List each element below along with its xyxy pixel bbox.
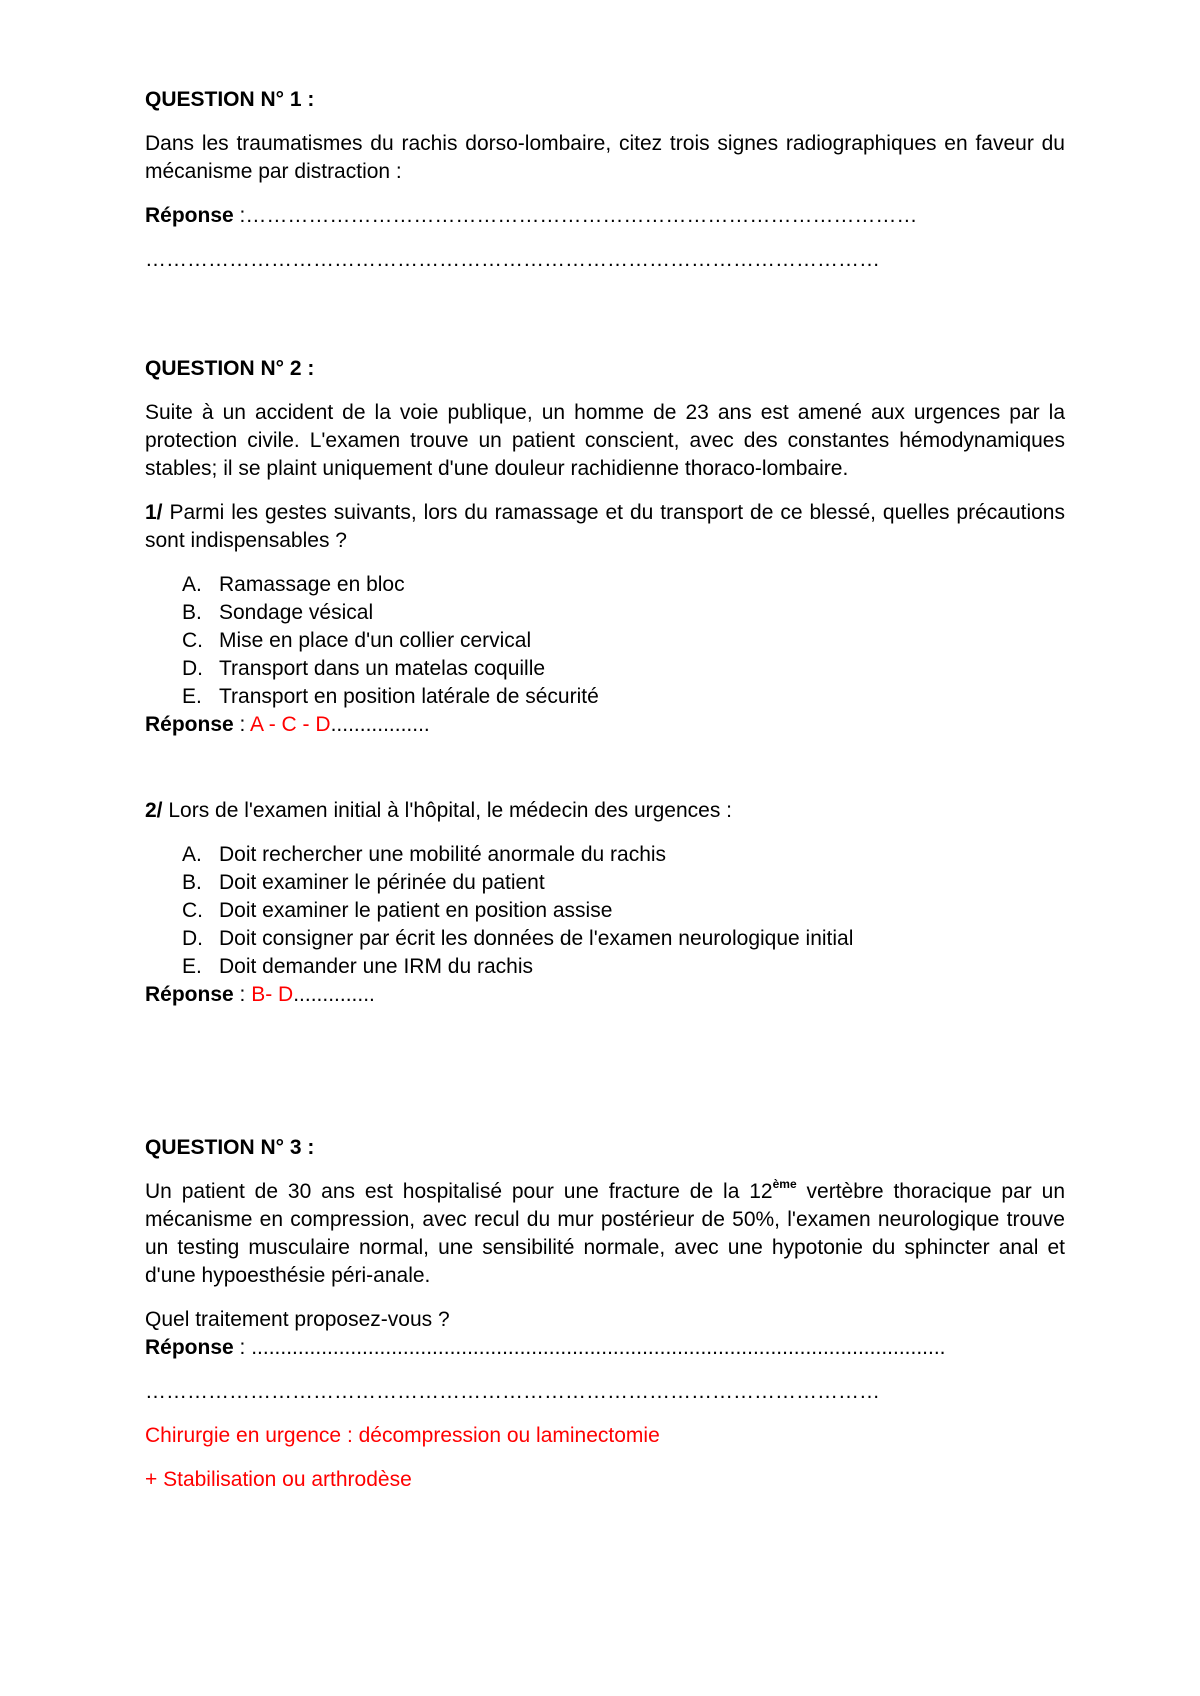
option-a: A. Doit rechercher une mobilité anormale du rachis bbox=[182, 843, 667, 866]
question-1 bbox=[145, 86, 1065, 274]
question-3-prompt: Quel traitement proposez-vous ? bbox=[145, 1308, 450, 1331]
answer-label: Réponse bbox=[145, 983, 234, 1006]
correction-line-2: + Stabilisation ou arthrodèse bbox=[145, 1468, 412, 1491]
question-1-text: Dans les traumatismes du rachis dorso-lombaire, citez trois signes radiographiques en faveur du mécanisme par distraction : bbox=[145, 132, 1065, 183]
sub-question-2-text: Lors de l'examen initial à l'hôpital, le médecin des urgences : bbox=[162, 799, 733, 822]
sub-question-1-answer: Réponse : A - C - D................. bbox=[145, 713, 430, 736]
answer-value: B- D bbox=[251, 983, 294, 1006]
question-2 bbox=[145, 355, 1065, 1009]
question-2-text: Suite à un accident de la voie publique, un homme de 23 ans est amené aux urgences par la protection civile. L'examen trouve un patient conscient, avec des constantes hémodynamiques stables; il se plaint uniquement d'une douleur rachidienne thoraco-lombaire. bbox=[145, 401, 1065, 480]
sub-question-1-options bbox=[145, 571, 1065, 711]
answer-label: Réponse bbox=[145, 1336, 234, 1359]
option-b: B. Doit examiner le périnée du patient bbox=[182, 871, 545, 894]
sub-question-1 bbox=[145, 499, 1065, 555]
option-d: D. Transport dans un matelas coquille bbox=[182, 657, 546, 680]
question-3-text: Un patient de 30 ans est hospitalisé pour une fracture de la 12ème vertèbre thoracique par un mécanisme en compression, avec recul du mur postérieur de 50%, l'examen neurologique trouve un testing musculaire normal, une sensibilité normale, avec une hypotonie du sphincter anal et d'une hypoesthésie péri-anale. bbox=[145, 1177, 1065, 1287]
question-3-answer: Réponse : ....................................................................................................................... bbox=[145, 1336, 946, 1359]
question-3-answer-line-2: …………………………………………………………………………………………… bbox=[145, 1380, 880, 1403]
answer-line: :…………………………………………………………………………………… bbox=[233, 204, 918, 227]
sub-question-1-number: 1/ bbox=[145, 501, 163, 524]
option-c: C. Mise en place d'un collier cervical bbox=[182, 629, 532, 652]
sub-question-1-text: Parmi les gestes suivants, lors du ramassage et du transport de ce blessé, quelles précautions sont indispensables ? bbox=[145, 501, 1065, 552]
option-c: C. Doit examiner le patient en position assise bbox=[182, 899, 613, 922]
option-a: A. Ramassage en bloc bbox=[182, 573, 405, 596]
sub-question-2-number: 2/ bbox=[145, 799, 163, 822]
answer-label: Réponse bbox=[145, 204, 234, 227]
answer-value: A - C - D bbox=[250, 713, 331, 736]
option-e: E. Transport en position latérale de sécurité bbox=[182, 685, 599, 708]
question-3 bbox=[145, 1134, 1065, 1494]
sub-question-2-options bbox=[145, 841, 1065, 981]
question-1-title: QUESTION N° 1 : bbox=[145, 88, 315, 111]
question-1-answer bbox=[145, 202, 1065, 230]
answer-label: Réponse bbox=[145, 713, 234, 736]
question-2-title: QUESTION N° 2 : bbox=[145, 357, 315, 380]
option-d: D. Doit consigner par écrit les données de l'examen neurologique initial bbox=[182, 927, 854, 950]
option-b: B. Sondage vésical bbox=[182, 601, 374, 624]
correction-line-1: Chirurgie en urgence : décompression ou laminectomie bbox=[145, 1424, 660, 1447]
question-3-title: QUESTION N° 3 : bbox=[145, 1136, 315, 1159]
question-1-answer-line-2: …………………………………………………………………………………………… bbox=[145, 248, 880, 271]
sub-question-2 bbox=[145, 797, 1065, 825]
option-e: E. Doit demander une IRM du rachis bbox=[182, 955, 533, 978]
sub-question-2-answer: Réponse : B- D.............. bbox=[145, 983, 375, 1006]
